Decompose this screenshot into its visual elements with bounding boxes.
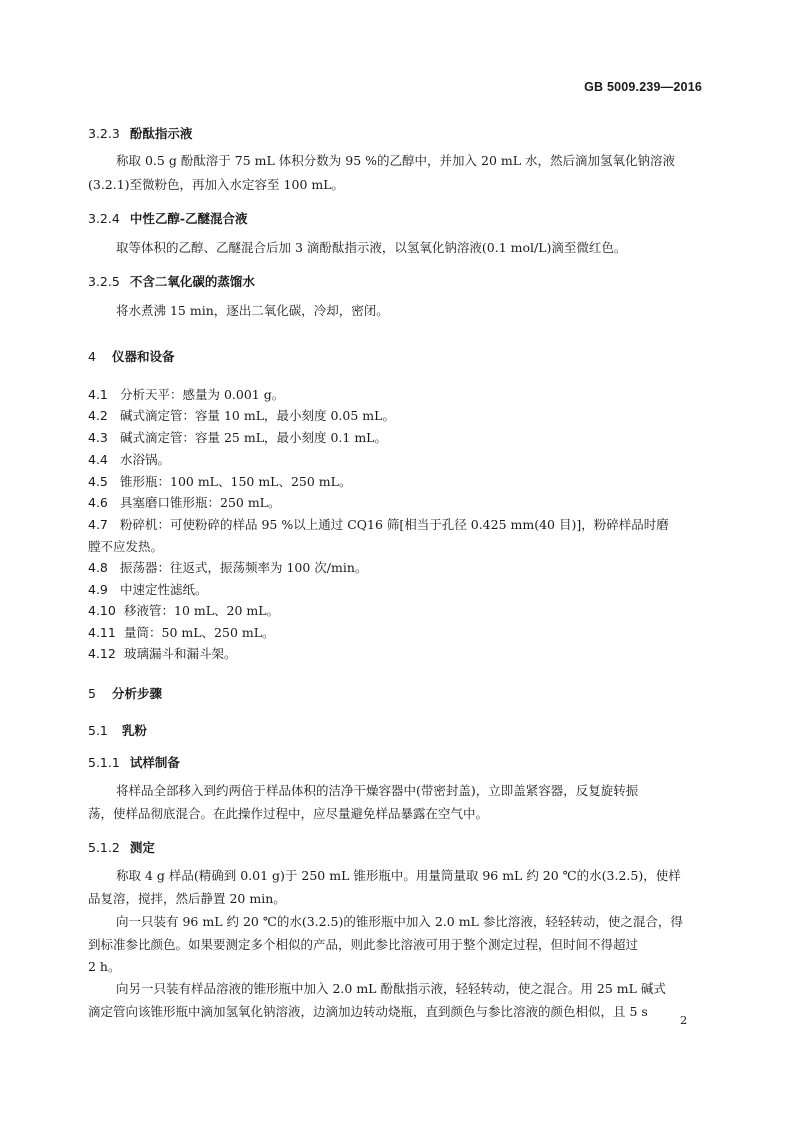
item-number: 4.5 bbox=[88, 474, 108, 489]
list-item bbox=[88, 448, 708, 471]
paragraph: 称取 4 g 样品(精确到 0.01 g)于 250 mL 锥形瓶中。用量筒量取 96 mL 约 20 ℃的水(3.2.5)，使样 bbox=[116, 868, 681, 883]
heading-5-1-2 bbox=[88, 838, 155, 856]
list-item bbox=[88, 404, 708, 427]
heading-number: 5.1.1 bbox=[88, 755, 120, 770]
item-number: 4.12 bbox=[88, 646, 116, 661]
list-item bbox=[88, 599, 708, 622]
item-number: 4.3 bbox=[88, 430, 108, 445]
heading-4 bbox=[88, 347, 174, 365]
item-text: 振荡器：往返式，振荡频率为 100 次/min。 bbox=[120, 560, 368, 575]
paragraph: 将样品全部移入到约两倍于样品体积的洁净干燥容器中(带密封盖)，立即盖紧容器，反复旋转振 bbox=[116, 783, 639, 798]
list-item-continuation: 膛不应发热。 bbox=[88, 539, 164, 554]
heading-3-2-4 bbox=[88, 209, 248, 227]
heading-number: 3.2.5 bbox=[88, 274, 120, 289]
list-item bbox=[88, 470, 708, 493]
heading-number: 3.2.3 bbox=[88, 126, 120, 141]
paragraph: 到标准参比颜色。如果要测定多个相似的产品，则此参比溶液可用于整个测定过程，但时间不得超过 bbox=[88, 937, 639, 952]
heading-title: 酚酞指示液 bbox=[129, 126, 193, 141]
item-text: 分析天平：感量为 0.001 g。 bbox=[120, 387, 285, 402]
item-text: 碱式滴定管：容量 10 mL，最小刻度 0.05 mL。 bbox=[120, 408, 395, 423]
list-item bbox=[88, 621, 708, 644]
item-number: 4.6 bbox=[88, 495, 108, 510]
list-item bbox=[88, 383, 708, 406]
paragraph: 取等体积的乙醇、乙醚混合后加 3 滴酚酞指示液，以氢氧化钠溶液(0.1 mol/L)滴至微红色。 bbox=[116, 240, 627, 255]
paragraph: 2 h。 bbox=[88, 959, 121, 974]
heading-title: 中性乙醇-乙醚混合液 bbox=[129, 211, 248, 226]
page-number: 2 bbox=[680, 1013, 688, 1027]
paragraph: 向另一只装有样品溶液的锥形瓶中加入 2.0 mL 酚酞指示液，轻轻转动，使之混合。用 25 mL 碱式 bbox=[116, 981, 666, 996]
item-text: 水浴锅。 bbox=[120, 452, 171, 467]
heading-title: 分析步骤 bbox=[111, 686, 162, 701]
heading-title: 不含二氧化碳的蒸馏水 bbox=[129, 274, 255, 289]
paragraph: 向一只装有 96 mL 约 20 ℃的水(3.2.5)的锥形瓶中加入 2.0 mL 参比溶液，轻轻转动，使之混合，得 bbox=[116, 914, 683, 929]
list-item bbox=[88, 513, 708, 536]
paragraph: 品复溶，搅拌，然后静置 20 min。 bbox=[88, 891, 286, 906]
heading-5 bbox=[88, 684, 162, 702]
heading-5-1-1 bbox=[88, 753, 180, 771]
paragraph: 将水煮沸 15 min，逐出二氧化碳，冷却，密闭。 bbox=[116, 303, 389, 318]
item-number: 4.8 bbox=[88, 560, 108, 575]
paragraph: 荡，使样品彻底混合。在此操作过程中，应尽量避免样品暴露在空气中。 bbox=[88, 806, 489, 821]
heading-title: 测定 bbox=[129, 840, 155, 855]
item-text: 移液管：10 mL、20 mL。 bbox=[124, 603, 280, 618]
document-id-header: GB 5009.239—2016 bbox=[584, 80, 702, 94]
heading-3-2-5 bbox=[88, 272, 255, 290]
item-text: 锥形瓶：100 mL、150 mL、250 mL。 bbox=[120, 474, 352, 489]
list-item bbox=[88, 491, 708, 514]
list-item bbox=[88, 426, 708, 449]
item-number: 4.11 bbox=[88, 625, 116, 640]
heading-title: 乳粉 bbox=[121, 723, 147, 738]
list-item bbox=[88, 578, 708, 601]
item-number: 4.7 bbox=[88, 517, 108, 532]
heading-number: 5.1.2 bbox=[88, 840, 120, 855]
list-item bbox=[88, 556, 708, 579]
item-number: 4.10 bbox=[88, 603, 116, 618]
heading-title: 试样制备 bbox=[129, 755, 180, 770]
item-number: 4.1 bbox=[88, 387, 108, 402]
item-text: 玻璃漏斗和漏斗架。 bbox=[124, 646, 237, 661]
item-number: 4.9 bbox=[88, 582, 108, 597]
item-number: 4.2 bbox=[88, 408, 108, 423]
item-text: 中速定性滤纸。 bbox=[120, 582, 208, 597]
paragraph: 滴定管向该锥形瓶中滴加氢氧化钠溶液，边滴加边转动烧瓶，直到颜色与参比溶液的颜色相似，且 5 s bbox=[88, 1004, 648, 1019]
item-number: 4.4 bbox=[88, 452, 108, 467]
heading-number: 3.2.4 bbox=[88, 211, 120, 226]
heading-number: 5 bbox=[88, 686, 96, 701]
heading-number: 5.1 bbox=[88, 723, 108, 738]
item-text: 量筒：50 mL、250 mL。 bbox=[124, 625, 275, 640]
paragraph: 称取 0.5 g 酚酞溶于 75 mL 体积分数为 95 %的乙醇中，并加入 20 mL 水，然后滴加氢氧化钠溶液 bbox=[116, 153, 675, 168]
paragraph: (3.2.1)至微粉色，再加入水定容至 100 mL。 bbox=[88, 177, 345, 192]
heading-5-1 bbox=[88, 721, 147, 739]
heading-title: 仪器和设备 bbox=[111, 349, 175, 364]
item-text: 粉碎机：可使粉碎的样品 95 %以上通过 CQ16 筛[相当于孔径 0.425 mm(40 目)]，粉碎样品时磨 bbox=[120, 517, 669, 532]
item-text: 碱式滴定管：容量 25 mL，最小刻度 0.1 mL。 bbox=[120, 430, 387, 445]
heading-3-2-3 bbox=[88, 124, 192, 142]
heading-number: 4 bbox=[88, 349, 96, 364]
list-item bbox=[88, 642, 708, 665]
item-text: 具塞磨口锥形瓶：250 mL。 bbox=[120, 495, 281, 510]
